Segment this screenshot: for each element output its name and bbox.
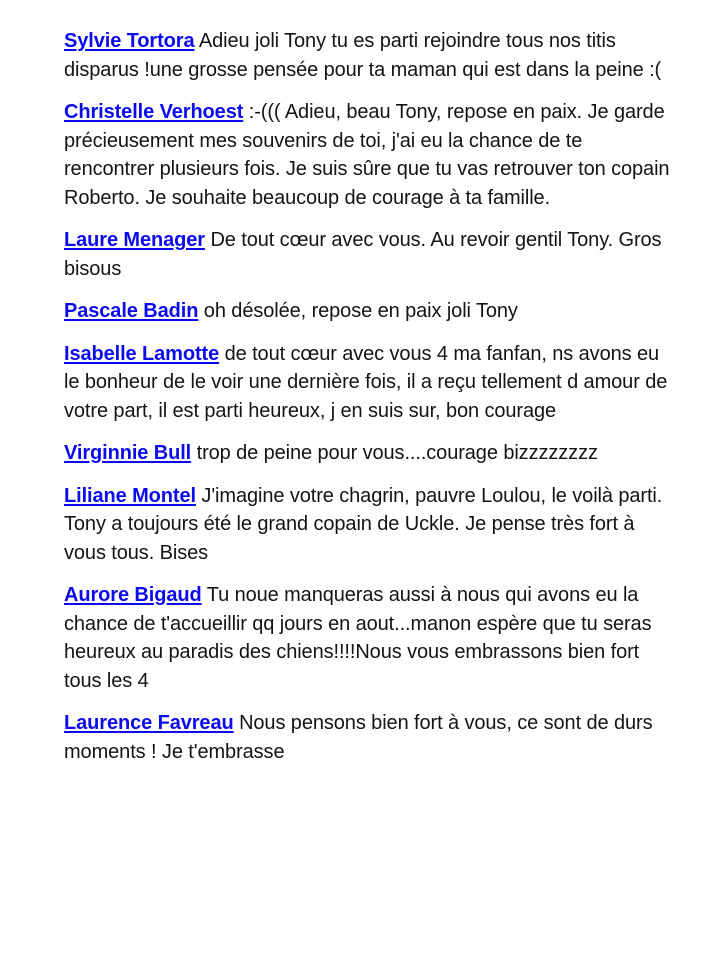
commenter-name-link[interactable]: Aurore Bigaud <box>64 584 202 606</box>
message-item <box>64 226 672 283</box>
commenter-name-link[interactable]: Isabelle Lamotte <box>64 342 220 365</box>
message-text: Adieu joli Tony tu es parti rejoindre tous nos titis disparus !une grosse pensée pour ta maman qui est dans la peine :( <box>64 30 662 81</box>
message-text: de tout cœur avec vous 4 ma fanfan, ns avons eu le bonheur de le voir une dernière fois, il a reçu tellement d amour de votre part, il est parti heureux, j en suis sur, bon courage <box>64 342 668 422</box>
message-text: :-((( Adieu, beau Tony, repose en paix. Je garde précieusement mes souvenirs de toi, j'ai eu la chance de te rencontrer plusieurs fois. Je suis sûre que tu vas retrouver ton copain Roberto. Je souhaite beaucoup de courage à ta famille. <box>64 101 670 209</box>
commenter-name-link[interactable]: Liliane Montel <box>64 484 196 507</box>
message-item <box>64 98 672 212</box>
message-text: J'imagine votre chagrin, pauvre Loulou, le voilà parti. Tony a toujours été le grand copain de Uckle. Je pense très fort à vous tous. Bises <box>64 484 663 564</box>
commenter-name-link[interactable]: Pascale Badin <box>64 300 199 322</box>
message-item <box>64 709 672 766</box>
commenter-name-link[interactable]: Laure Menager <box>64 229 205 251</box>
message-item <box>64 297 672 326</box>
commenter-name-link[interactable]: Laurence Favreau <box>64 712 234 734</box>
message-text: trop de peine pour vous....courage bizzzzzzzz <box>196 442 598 464</box>
commenter-name-link[interactable]: Christelle Verhoest <box>64 101 244 123</box>
message-text: Tu noue manqueras aussi à nous qui avons eu la chance de t'accueillir qq jours en aout...manon espère que tu seras heureux au paradis des chiens!!!!Nous vous embrassons bien fort tous les 4 <box>64 584 652 692</box>
message-item <box>64 340 672 426</box>
messages-list <box>64 27 672 766</box>
message-item <box>64 581 672 695</box>
message-text: De tout cœur avec vous. Au revoir gentil Tony. Gros bisous <box>64 229 662 280</box>
message-item <box>64 439 672 468</box>
message-text: Nous pensons bien fort à vous, ce sont de durs moments ! Je t'embrasse <box>64 712 653 763</box>
message-item <box>64 482 672 568</box>
commenter-name-link[interactable]: Sylvie Tortora <box>64 30 195 52</box>
message-text: oh désolée, repose en paix joli Tony <box>203 300 518 322</box>
commenter-name-link[interactable]: Virginnie Bull <box>64 442 192 464</box>
message-item <box>64 27 672 84</box>
